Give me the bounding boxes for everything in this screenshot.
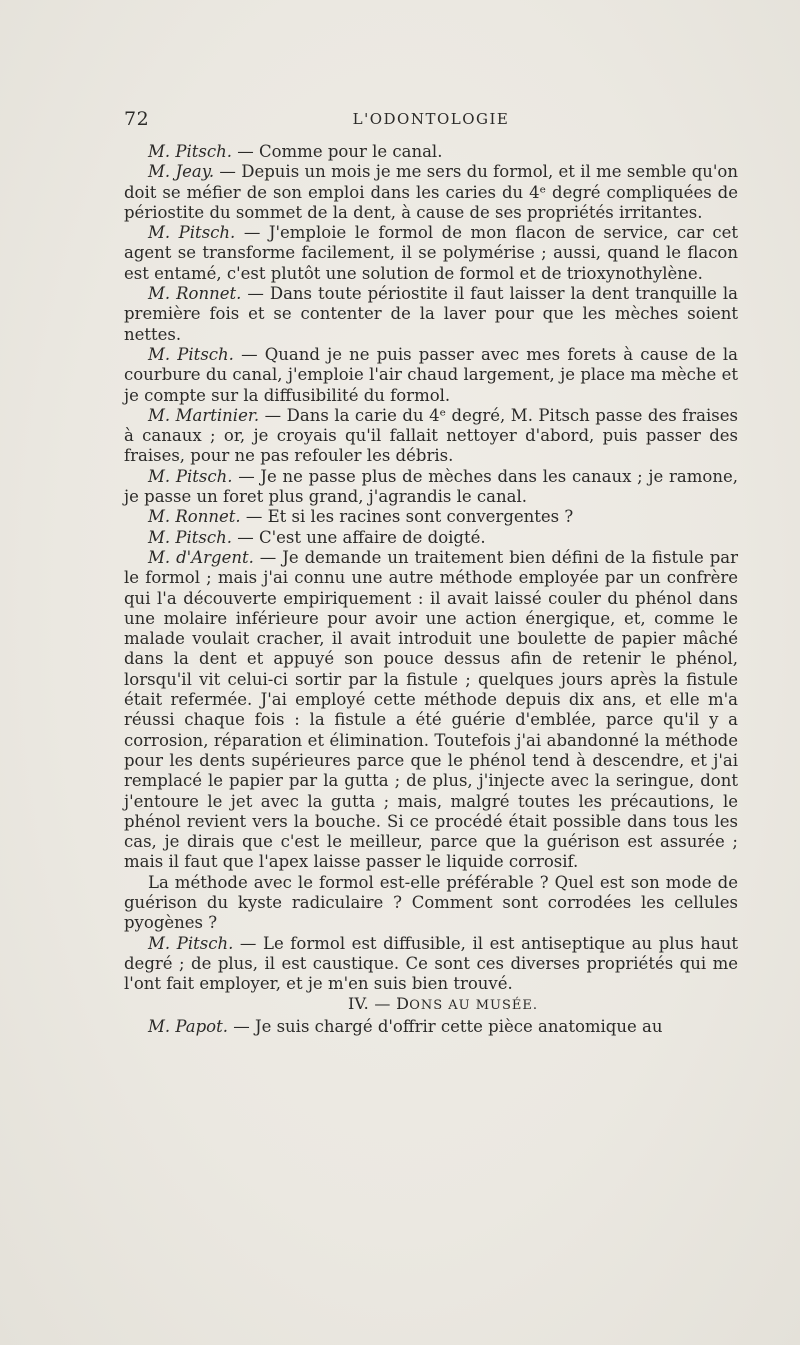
- speaker-name: M. Jeay.: [148, 162, 215, 182]
- paragraph-text: — Je ne passe plus de mèches dans les canaux ; je ramone, je passe un foret plus grand, j'agrandis le canal.: [124, 466, 738, 507]
- paragraph: [124, 528, 738, 548]
- paragraph: [124, 548, 738, 873]
- running-title: L'ODONTOLOGIE: [352, 110, 510, 128]
- speaker-name: M. Ronnet.: [148, 507, 241, 527]
- paragraph: [124, 406, 738, 467]
- paragraph-text: La méthode avec le formol est-elle préférable ? Quel est son mode de guérison du kyste radiculaire ? Comment sont corrodées les cellules pyogènes ?: [124, 872, 738, 933]
- paragraph-text: — Quand je ne puis passer avec mes forets à cause de la courbure du canal, j'emploie l'air chaud largement, je place ma mèche et je compte sur la diffusibilité du formol.: [124, 344, 738, 405]
- paragraph: [124, 284, 738, 345]
- paragraph-text: — Dans la carie du 4ᵉ degré, M. Pitsch passe des fraises à canaux ; or, je croyais qu'il fallait nettoyer d'abord, puis passer des fraises, pour ne pas refouler les débris.: [124, 405, 738, 466]
- speaker-name: M. Pitsch.: [148, 933, 234, 953]
- speaker-name: M. Ronnet.: [148, 284, 242, 304]
- speaker-name: M. d'Argent.: [148, 547, 254, 567]
- paragraph-text: — Dans toute périostite il faut laisser la dent tranquille la première fois et se contenter de la laver pour que les mèches soient nettes.: [124, 284, 739, 344]
- paragraph-text: — Je suis chargé d'offrir cette pièce anatomique au: [227, 1016, 663, 1036]
- paragraph: [124, 507, 738, 527]
- paragraph: [124, 467, 738, 508]
- paragraph-text: — Je demande un traitement bien défini de la fistule par le formol ; mais j'ai connu une autre méthode employée par un confrère qui l'a découverte empiriquement : il avait laissé couler du phénol dans une molaire inférieure pour avoir une action énergique, et, comme le malade voulait cracher, il avait introduit une boulette de papier mâché dans la dent et appuyé son pouce dessus afin de retenir le phénol, lorsqu'il vit celui-ci sortir par la fistule ; quelques jours après la fistule était refermée. J'ai employé cette méthode depuis dix ans, et elle m'a réussi chaque fois : la fistule a été guérie d'emblée, parce qu'il y a corrosion, réparation et élimination. Toutefois j'ai abandonné la méthode pour les dents supérieures parce que le phénol tend à descendre, et j'ai remplacé le papier par la gutta ; de plus, j'injecte avec la seringue, dont j'entoure le jet avec la gutta ; mais, malgré toutes les précautions, le phénol revient vers la bouche. Si ce procédé était possible dans tous les cas, je dirais que c'est le meilleur, parce que la guérison est assurée ; mais il faut que l'apex laisse passer le liquide corrosif.: [124, 547, 738, 872]
- paragraph-text: — J'emploie le formol de mon flacon de service, car cet agent se transforme facilement, il se polymérise ; aussi, quand le flacon est entamé, c'est plutôt une solution de formol et de trioxynothylène.: [124, 223, 738, 283]
- body-text: [124, 142, 738, 1037]
- paragraph: [124, 873, 738, 934]
- paragraph-text: — Et si les racines sont convergentes ?: [240, 507, 574, 527]
- speaker-name: M. Martinier.: [148, 405, 260, 425]
- speaker-name: M. Pitsch.: [148, 466, 233, 486]
- paragraph: [124, 162, 738, 223]
- speaker-name: M. Pitsch.: [148, 344, 234, 364]
- paragraph-text: — Depuis un mois je me sers du formol, et il me semble qu'on doit se méfier de son emploi dans les caries du 4ᵉ degré compliquées de périostite du sommet de la dent, à cause de ses propriétés irritantes.: [124, 162, 738, 222]
- paragraph-text: — Comme pour le canal.: [231, 142, 443, 161]
- section-title: [124, 994, 738, 1016]
- paragraph: [124, 223, 738, 284]
- speaker-name: M. Pitsch.: [148, 142, 232, 161]
- paragraph: [124, 1017, 738, 1037]
- paragraph: [124, 142, 738, 162]
- speaker-name: M. Pitsch.: [148, 223, 236, 243]
- section-numeral: IV. — D: [347, 994, 410, 1014]
- page-number: 72: [124, 108, 150, 130]
- paragraph-text: — C'est une affaire de doigté.: [231, 527, 486, 547]
- speaker-name: M. Papot.: [148, 1016, 228, 1036]
- paragraph-text: — Le formol est diffusible, il est antiseptique au plus haut degré ; de plus, il est caustique. Ce sont ces diverses propriétés qui me l'ont fait employer, et je m'en suis bien trouvé.: [124, 933, 738, 994]
- page-header: [124, 108, 738, 132]
- paragraph: [124, 345, 738, 406]
- paragraph: [124, 934, 738, 995]
- speaker-name: M. Pitsch.: [148, 527, 232, 547]
- section-title-text: ONS AU MUSÉE.: [409, 998, 539, 1014]
